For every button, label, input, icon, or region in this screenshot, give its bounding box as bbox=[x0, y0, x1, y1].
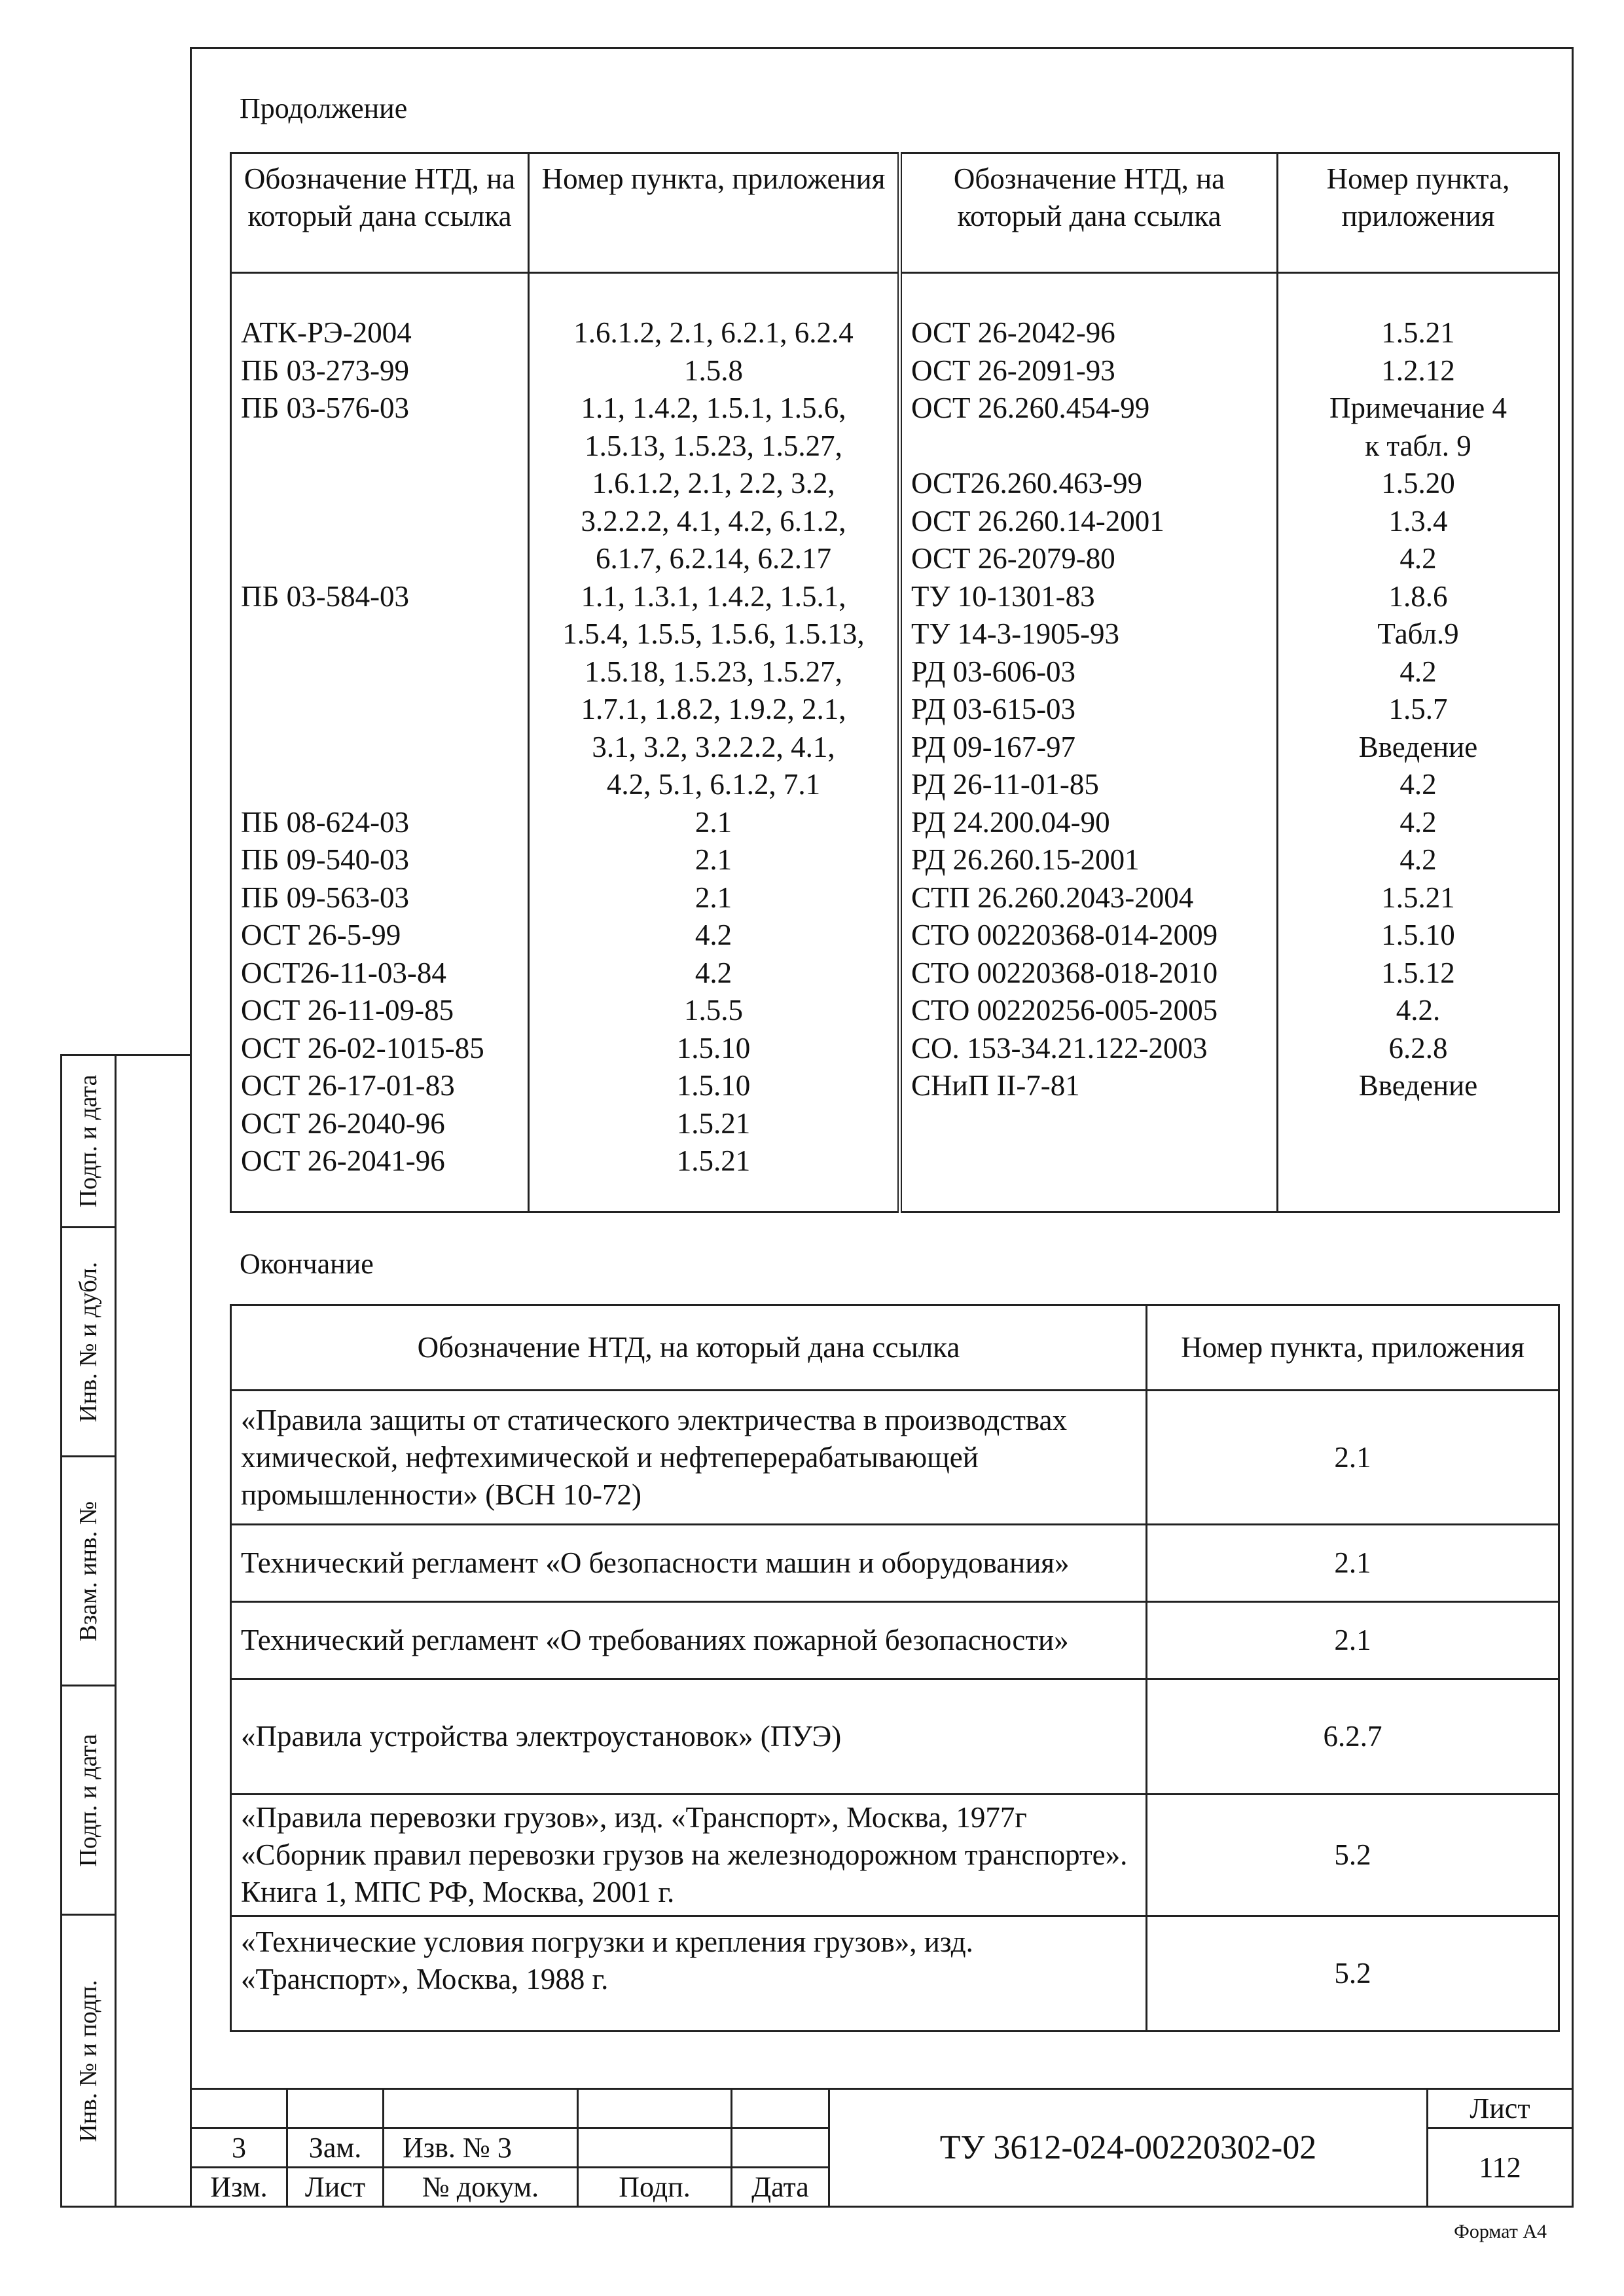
list-line: 1.5.21 bbox=[1381, 881, 1455, 914]
list-line: ПБ 08-624-03 bbox=[241, 805, 410, 839]
list-line: 1.5.8 bbox=[684, 354, 743, 387]
list-line: 1.1, 1.4.2, 1.5.1, 1.5.6, bbox=[581, 392, 846, 424]
side-cell-sign-date-2 bbox=[62, 1686, 115, 1916]
list-line: 1.7.1, 1.8.2, 1.9.2, 2.1, bbox=[581, 693, 846, 725]
table-row bbox=[231, 1391, 1559, 1525]
left-points bbox=[529, 273, 900, 1212]
list-line: 4.2, 5.1, 6.1.2, 7.1 bbox=[606, 768, 821, 801]
list-line: ОСТ 26-5-99 bbox=[241, 919, 401, 951]
side-label: Подп. и дата bbox=[75, 1733, 102, 1867]
list-line: СТО 00220368-018-2010 bbox=[911, 956, 1218, 989]
list-line: 1.5.7 bbox=[1388, 693, 1448, 725]
list-line: 1.5.13, 1.5.23, 1.5.27, bbox=[585, 429, 842, 462]
row-point: 5.2 bbox=[1147, 1916, 1559, 2032]
right-names-list bbox=[911, 314, 1267, 1105]
table-row bbox=[231, 1679, 1559, 1795]
list-line: ПБ 03-273-99 bbox=[241, 354, 410, 387]
list-line: СНиП II-7-81 bbox=[911, 1069, 1080, 1102]
side-cell-replace-inv bbox=[62, 1457, 115, 1686]
row-designation: «Правила защиты от статического электричества в производствах химической, нефтехимической и нефтеперерабатывающей промышленности» (ВСН 10-72) bbox=[231, 1391, 1147, 1525]
list-line: Введение bbox=[1358, 730, 1478, 763]
list-line: ОСТ26-11-03-84 bbox=[241, 956, 446, 989]
list-line: Табл.9 bbox=[1377, 617, 1459, 650]
stamp-cell bbox=[190, 2088, 288, 2129]
list-line: к табл. 9 bbox=[1365, 429, 1471, 462]
table-header-row bbox=[231, 153, 1559, 273]
list-line: ТУ 10-1301-83 bbox=[911, 579, 1095, 613]
list-line: 4.2 bbox=[1399, 805, 1437, 839]
stamp-cell bbox=[577, 2127, 732, 2168]
header-designation-right: Обозначение НТД, на который дана ссылка bbox=[900, 153, 1278, 273]
title-block bbox=[190, 2088, 1574, 2208]
list-line: 1.3.4 bbox=[1388, 504, 1448, 538]
row-point: 2.1 bbox=[1147, 1602, 1559, 1679]
list-line bbox=[241, 540, 518, 578]
format-label: Формат А4 bbox=[1454, 2221, 1547, 2242]
list-line bbox=[241, 766, 518, 804]
document-code: ТУ 3612-024-00220302-02 bbox=[828, 2088, 1428, 2208]
row-designation: Технический регламент «О требованиях пожарной безопасности» bbox=[231, 1602, 1147, 1679]
row-point: 5.2 bbox=[1147, 1795, 1559, 1916]
stamp-cell bbox=[731, 2088, 830, 2129]
stamp-header-sign: Подп. bbox=[577, 2166, 732, 2208]
stamp-rev-doc: Изв. № 3 bbox=[382, 2127, 579, 2168]
list-line: 2.1 bbox=[695, 843, 732, 876]
header-point: Номер пункта, приложения bbox=[529, 153, 900, 273]
list-line: ОСТ 26-11-09-85 bbox=[241, 994, 454, 1027]
header-designation: Обозначение НТД, на который дана ссылка bbox=[231, 1305, 1147, 1391]
list-line: ОСТ 26.260.454-99 bbox=[911, 392, 1150, 424]
list-line: РД 24.200.04-90 bbox=[911, 805, 1110, 839]
list-line: ОСТ 26-17-01-83 bbox=[241, 1069, 455, 1102]
right-designations bbox=[900, 273, 1278, 1212]
table-body-row bbox=[231, 273, 1559, 1212]
stamp-header-list: Лист bbox=[286, 2166, 384, 2208]
list-line: 3.1, 3.2, 3.2.2.2, 4.1, bbox=[592, 730, 835, 763]
stamp-header-izm: Изм. bbox=[190, 2166, 288, 2208]
list-line: Примечание 4 bbox=[1329, 392, 1507, 424]
ntd-table-continuation bbox=[230, 152, 1560, 1213]
list-line: 1.8.6 bbox=[1388, 579, 1448, 613]
ntd-table-ending bbox=[230, 1304, 1560, 2032]
list-line: ОСТ 26-02-1015-85 bbox=[241, 1031, 484, 1065]
list-line: 1.5.18, 1.5.23, 1.5.27, bbox=[585, 655, 842, 688]
stamp-header-date: Дата bbox=[731, 2166, 830, 2208]
section-title-continuation: Продолжение bbox=[240, 92, 408, 124]
table-row bbox=[231, 1602, 1559, 1679]
list-line: ТУ 14-3-1905-93 bbox=[911, 617, 1120, 650]
list-line: 4.2 bbox=[1399, 768, 1437, 801]
list-line: РД 26-11-01-85 bbox=[911, 768, 1099, 801]
sheet-label: Лист bbox=[1426, 2088, 1574, 2129]
list-line: 1.5.21 bbox=[1381, 316, 1455, 349]
list-line: 1.5.20 bbox=[1381, 467, 1455, 500]
list-line bbox=[241, 729, 518, 767]
list-line: РД 09-167-97 bbox=[911, 730, 1076, 763]
left-names-list bbox=[241, 314, 518, 1180]
list-line: Введение bbox=[1358, 1069, 1478, 1102]
side-stamp bbox=[60, 1054, 191, 2208]
list-line bbox=[241, 465, 518, 503]
table-header-row bbox=[231, 1305, 1559, 1391]
list-line: ОСТ 26-2042-96 bbox=[911, 316, 1115, 349]
list-line: 1.5.21 bbox=[676, 1144, 751, 1177]
list-line bbox=[241, 615, 518, 653]
list-line: 4.2. bbox=[1396, 994, 1441, 1027]
row-designation: «Правила перевозки грузов», изд. «Транспорт», Москва, 1977г «Сборник правил перевозки грузов на железнодорожном транспорте». Книга 1, МПС РФ, Москва, 2001 г. bbox=[231, 1795, 1147, 1916]
row-designation: «Технические условия погрузки и крепления грузов», изд. «Транспорт», Москва, 1988 г. bbox=[231, 1916, 1147, 2032]
list-line: ОСТ 26-2040-96 bbox=[241, 1106, 445, 1140]
list-line: 4.2 bbox=[695, 919, 732, 951]
side-label: Взам. инв. № bbox=[75, 1501, 102, 1641]
list-line: ПБ 03-576-03 bbox=[241, 392, 410, 424]
list-line: ОСТ26.260.463-99 bbox=[911, 467, 1143, 500]
list-line: АТК-РЭ-2004 bbox=[241, 316, 412, 349]
table-row bbox=[231, 1916, 1559, 2032]
list-line: ОСТ 26-2041-96 bbox=[241, 1144, 445, 1177]
list-line: СО. 153-34.21.122-2003 bbox=[911, 1031, 1208, 1065]
side-label: Подп. и дата bbox=[75, 1074, 102, 1208]
list-line: ОСТ 26-2091-93 bbox=[911, 354, 1115, 387]
side-cell-inv-sign bbox=[62, 1916, 115, 2206]
side-cell-inv-dup bbox=[62, 1228, 115, 1457]
row-point: 2.1 bbox=[1147, 1391, 1559, 1525]
row-point: 2.1 bbox=[1147, 1525, 1559, 1602]
list-line: 1.6.1.2, 2.1, 6.2.1, 6.2.4 bbox=[573, 316, 854, 349]
list-line: СТО 00220256-005-2005 bbox=[911, 994, 1218, 1027]
stamp-cell bbox=[286, 2088, 384, 2129]
list-line: ОСТ 26.260.14-2001 bbox=[911, 504, 1164, 538]
right-points bbox=[1278, 273, 1559, 1212]
list-line: ПБ 09-563-03 bbox=[241, 881, 410, 914]
table-row bbox=[231, 1525, 1559, 1602]
list-line: 1.2.12 bbox=[1381, 354, 1455, 387]
list-line bbox=[241, 428, 518, 465]
list-line bbox=[911, 428, 1267, 465]
list-line: РД 03-615-03 bbox=[911, 693, 1076, 725]
header-point: Номер пункта, приложения bbox=[1147, 1305, 1559, 1391]
row-point: 6.2.7 bbox=[1147, 1679, 1559, 1795]
list-line: 2.1 bbox=[695, 881, 732, 914]
table-row bbox=[231, 1795, 1559, 1916]
list-line: 4.2 bbox=[695, 956, 732, 989]
list-line: 2.1 bbox=[695, 805, 732, 839]
list-line: 3.2.2.2, 4.1, 4.2, 6.1.2, bbox=[581, 504, 846, 538]
list-line: СТП 26.260.2043-2004 bbox=[911, 881, 1194, 914]
side-label: Инв. № и подп. bbox=[75, 1979, 102, 2142]
right-points-list bbox=[1288, 314, 1549, 1105]
list-line: 4.2 bbox=[1399, 655, 1437, 688]
stamp-cell bbox=[382, 2088, 579, 2129]
list-line: 4.2 bbox=[1399, 542, 1437, 575]
list-line: 6.1.7, 6.2.14, 6.2.17 bbox=[596, 542, 831, 575]
sheet-number: 112 bbox=[1426, 2127, 1574, 2208]
list-line bbox=[241, 691, 518, 729]
list-line: 1.1, 1.3.1, 1.4.2, 1.5.1, bbox=[581, 579, 846, 613]
stamp-header-doc: № докум. bbox=[382, 2166, 579, 2208]
list-line bbox=[241, 503, 518, 541]
stamp-cell bbox=[731, 2127, 830, 2168]
section-title-ending: Окончание bbox=[240, 1248, 374, 1280]
left-points-list bbox=[539, 314, 888, 1180]
stamp-rev-num: 3 bbox=[190, 2127, 288, 2168]
row-designation: «Правила устройства электроустановок» (ПУЭ) bbox=[231, 1679, 1147, 1795]
list-line: 1.5.12 bbox=[1381, 956, 1455, 989]
list-line: ПБ 03-584-03 bbox=[241, 579, 410, 613]
side-stamp-divider bbox=[115, 1056, 117, 2206]
list-line: 1.5.4, 1.5.5, 1.5.6, 1.5.13, bbox=[562, 617, 865, 650]
header-designation: Обозначение НТД, на который дана ссылка bbox=[231, 153, 529, 273]
stamp-cell bbox=[577, 2088, 732, 2129]
list-line: 1.5.10 bbox=[676, 1069, 751, 1102]
list-line: 1.5.5 bbox=[684, 994, 743, 1027]
list-line: СТО 00220368-014-2009 bbox=[911, 919, 1218, 951]
list-line: 1.5.10 bbox=[676, 1031, 751, 1065]
left-designations bbox=[231, 273, 529, 1212]
list-line: РД 03-606-03 bbox=[911, 655, 1076, 688]
header-point-right: Номер пункта, приложения bbox=[1278, 153, 1559, 273]
list-line: ПБ 09-540-03 bbox=[241, 843, 410, 876]
list-line: РД 26.260.15-2001 bbox=[911, 843, 1140, 876]
list-line: 4.2 bbox=[1399, 843, 1437, 876]
list-line: ОСТ 26-2079-80 bbox=[911, 542, 1115, 575]
side-label: Инв. № и дубл. bbox=[75, 1262, 102, 1422]
list-line bbox=[241, 653, 518, 691]
list-line: 1.6.1.2, 2.1, 2.2, 3.2, bbox=[592, 467, 835, 500]
stamp-rev-change: Зам. bbox=[286, 2127, 384, 2168]
side-cell-sign-date-1 bbox=[62, 1056, 115, 1228]
list-line: 1.5.10 bbox=[1381, 919, 1455, 951]
list-line: 1.5.21 bbox=[676, 1106, 751, 1140]
row-designation: Технический регламент «О безопасности машин и оборудования» bbox=[231, 1525, 1147, 1602]
list-line: 6.2.8 bbox=[1388, 1031, 1448, 1065]
